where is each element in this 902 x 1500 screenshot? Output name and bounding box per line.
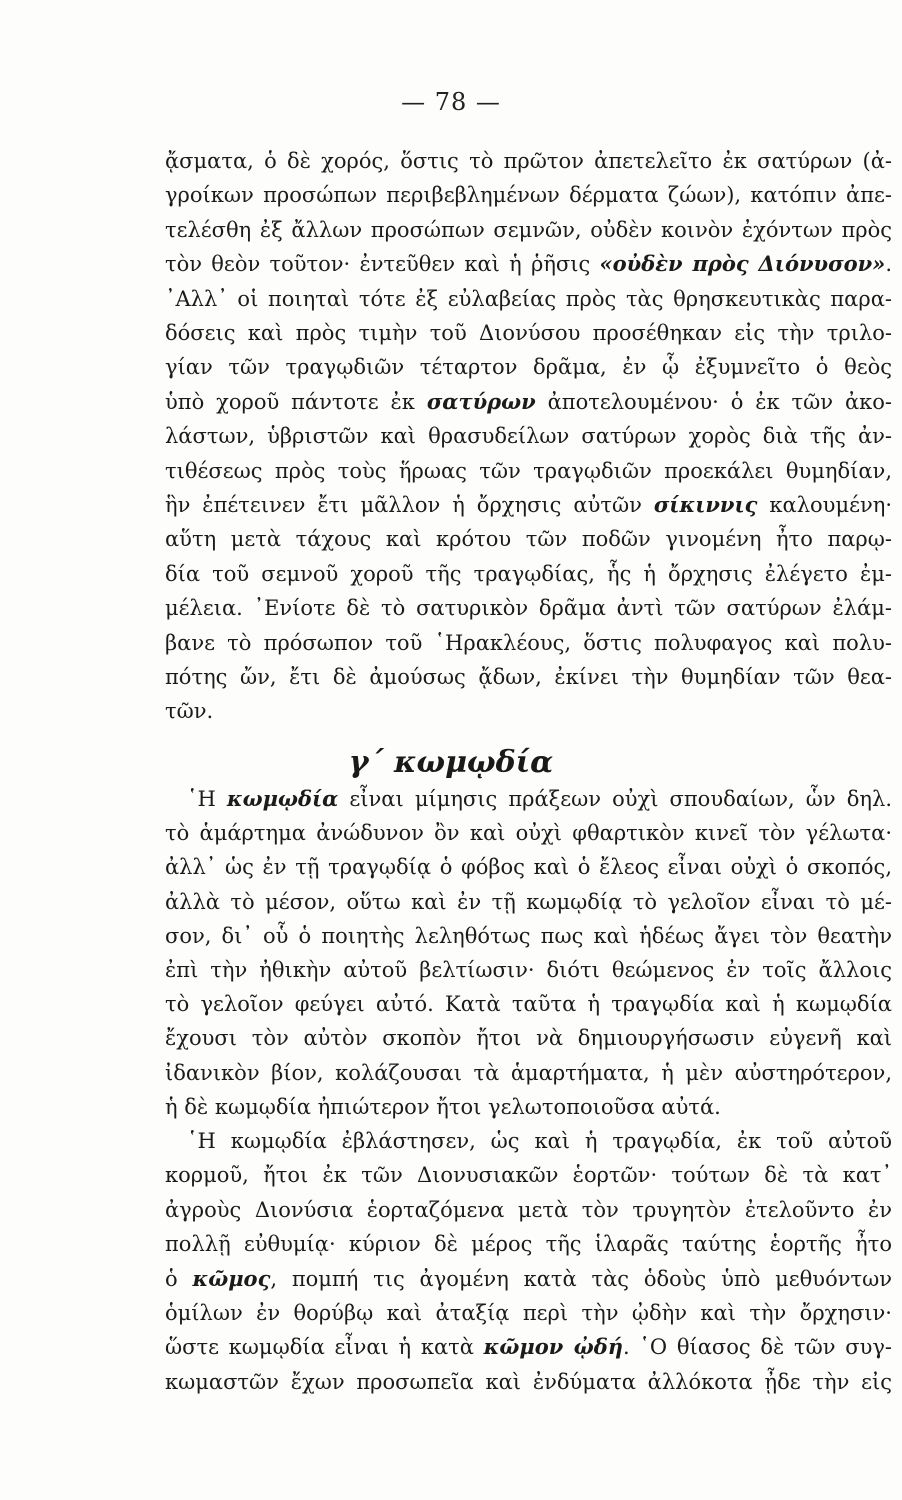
text-line xyxy=(165,661,892,693)
text-line xyxy=(187,783,892,815)
line-text: , πομπή τις ἀγομένη κατὰ τὰς ὁδοὺς ὑπὸ μεθυόντων xyxy=(270,1266,892,1291)
line-text: ἡ δὲ κωμῳδία ἠπιώτερον ἤτοι γελωτοποιοῦσα αὐτά. xyxy=(165,1094,721,1119)
text-line xyxy=(165,386,892,418)
text-line xyxy=(165,1091,892,1123)
line-text: πότης ὤν, ἔτι δὲ ἀμούσως ᾄδων, ἐκίνει τὴν θυμηδίαν τῶν θεα- xyxy=(165,665,892,689)
line-text: ἀλλ᾿ ὡς ἐν τῇ τραγῳδίᾳ ὁ φόβος καὶ ὁ ἔλεος εἶναι οὐχὶ ὁ σκοπός, xyxy=(165,855,892,880)
line-text: βανε τὸ πρόσωπον τοῦ ῾Ηρακλέους, ὅστις πολυφαγος καὶ πολυ- xyxy=(165,630,892,655)
text-line xyxy=(165,214,892,246)
text-line xyxy=(165,179,892,211)
text-line xyxy=(165,523,892,555)
line-text: σον, δι᾿ οὗ ὁ ποιητὴς λεληθότως πως καὶ ἡδέως ἄγει τὸν θεατὴν xyxy=(165,923,892,948)
line-text: τὸν θεὸν τοῦτον· ἐντεῦθεν καὶ ἡ ῥῆσις xyxy=(165,252,600,277)
text-line xyxy=(165,851,892,883)
line-text: γίαν τῶν τραγῳδιῶν τέταρτον δρᾶμα, ἐν ᾧ ἐξυμνεῖτο ὁ θεὸς xyxy=(165,355,892,380)
line-text: τὸ γελοῖον φεύγει αὐτό. Κατὰ ταῦτα ἡ τραγῳδία καὶ ἡ κωμῳδία xyxy=(165,992,892,1017)
text-line xyxy=(165,695,892,727)
emphasized-term: κῶμον ᾠδή xyxy=(483,1334,623,1360)
text-line xyxy=(165,1194,892,1226)
text-line xyxy=(165,988,892,1020)
emphasized-term: «οὐδὲν πρὸς Διόνυσον» xyxy=(599,251,886,277)
line-text: ὑπὸ χοροῦ πάντοτε ἐκ xyxy=(165,389,427,414)
text-line xyxy=(165,886,892,918)
line-text: . xyxy=(885,252,892,277)
line-text: ῾Η xyxy=(187,787,227,811)
line-text: αὕτη μετὰ τάχους καὶ κρότου τῶν ποδῶν γινομένη ἦτο παρῳ- xyxy=(165,527,892,552)
text-line xyxy=(165,817,892,849)
line-text: ἔχουσι τὸν αὐτὸν σκοπὸν ἤτοι νὰ δημιουργήσωσιν εὐγενῆ καὶ xyxy=(165,1026,892,1051)
line-text: εἶναι μίμησις πράξεων οὐχὶ σπουδαίων, ὧν δηλ. xyxy=(338,787,892,811)
line-text: ὁ xyxy=(165,1266,193,1291)
emphasized-term: σατύρων xyxy=(426,388,536,414)
line-text: γροίκων προσώπων περιβεβλημένων δέρματα ζώων), κατόπιν ἀπε- xyxy=(165,183,892,208)
line-text: ῾Η κωμῳδία ἐβλάστησεν, ὡς καὶ ἡ τραγῳδία, ἐκ τοῦ αὐτοῦ xyxy=(187,1129,892,1153)
line-text: ἐπὶ τὴν ἠθικὴν αὐτοῦ βελτίωσιν· διότι θεώμενος ἐν τοῖς ἄλλοις xyxy=(165,958,892,982)
line-text: τὸ ἁμάρτημα ἀνώδυνον ὂν καὶ οὐχὶ φθαρτικὸν κινεῖ τὸν γέλωτα· xyxy=(165,821,892,846)
line-text: δόσεις καὶ πρὸς τιμὴν τοῦ Διονύσου προσέθηκαν εἰς τὴν τριλο- xyxy=(165,321,892,345)
line-text: ᾿Αλλ᾿ οἱ ποιηταὶ τότε ἐξ εὐλαβείας πρὸς τὰς θρησκευτικὰς παρα- xyxy=(165,286,892,311)
text-line xyxy=(165,1297,892,1329)
line-text: ἰδανικὸν βίον, κολάζουσαι τὰ ἁμαρτήματα, ἡ μὲν αὐστηρότερον, xyxy=(165,1060,892,1085)
text-line xyxy=(165,627,892,659)
text-line xyxy=(165,1057,892,1089)
emphasized-term: κωμῳδία xyxy=(226,786,339,811)
text-line xyxy=(165,1366,892,1398)
text-line xyxy=(165,455,892,487)
line-text: καλουμένη· xyxy=(757,493,892,517)
page-number: — 78 — xyxy=(401,88,501,116)
text-line xyxy=(165,283,892,315)
text-line xyxy=(165,317,892,349)
text-line xyxy=(165,145,892,177)
line-text: τελέσθη ἐξ ἄλλων προσώπων σεμνῶν, οὐδὲν κοινὸν ἐχόντων πρὸς xyxy=(165,217,892,242)
text-line xyxy=(165,954,892,986)
line-text: λάστων, ὑβριστῶν καὶ θρασυδείλων σατύρων χορὸς διὰ τῆς ἀν- xyxy=(165,424,892,449)
section-heading: γ΄ κωμῳδία xyxy=(348,745,554,780)
text-line xyxy=(165,1022,892,1054)
line-text: μέλεια. ᾿Ενίοτε δὲ τὸ σατυρικὸν δρᾶμα ἀντὶ τῶν σατύρων ἐλάμ- xyxy=(165,596,892,621)
line-text: ἀποτελουμένου· ὁ ἐκ τῶν ἀκο- xyxy=(535,389,893,414)
line-text: ὁμίλων ἐν θορύβῳ καὶ ἀταξίᾳ περὶ τὴν ᾠδὴν καὶ τὴν ὄρχησιν· xyxy=(165,1301,892,1325)
line-text: ἀγροὺς Διονύσια ἑορταζόμενα μετὰ τὸν τρυγητὸν ἐτελοῦντο ἐν xyxy=(165,1197,892,1222)
line-text: τῶν. xyxy=(165,699,214,724)
line-text: δία τοῦ σεμνοῦ χοροῦ τῆς τραγῳδίας, ἧς ἡ ὄρχησις ἐλέγετο ἐμ- xyxy=(165,561,892,586)
text-line xyxy=(165,248,892,280)
line-text: κωμαστῶν ἔχων προσωπεῖα καὶ ἐνδύματα ἀλλόκοτα ᾖδε τὴν εἰς xyxy=(165,1369,892,1394)
text-line xyxy=(187,1125,892,1157)
text-line xyxy=(165,351,892,383)
line-text: τιθέσεως πρὸς τοὺς ἥρωας τῶν τραγῳδιῶν προεκάλει θυμηδίαν, xyxy=(165,458,892,483)
text-line xyxy=(165,1228,892,1260)
text-line xyxy=(165,558,892,590)
text-line xyxy=(165,489,892,521)
line-text: ὥστε κωμῳδία εἶναι ἡ κατὰ xyxy=(165,1335,484,1360)
text-line xyxy=(165,1159,892,1191)
text-line xyxy=(165,920,892,952)
line-text: κορμοῦ, ἤτοι ἐκ τῶν Διονυσιακῶν ἑορτῶν· τούτων δὲ τὰ κατ᾿ xyxy=(165,1163,892,1188)
text-line xyxy=(165,1263,892,1295)
line-text: ἣν ἐπέτεινεν ἔτι μᾶλλον ἡ ὄρχησις αὐτῶν xyxy=(165,493,654,517)
line-text: ἀλλὰ τὸ μέσον, οὕτω καὶ ἐν τῇ κωμῳδίᾳ τὸ γελοῖον εἶναι τὸ μέ- xyxy=(165,889,892,914)
emphasized-term: κῶμος xyxy=(192,1265,271,1291)
line-text: . ῾Ο θίασος δὲ τῶν συγ- xyxy=(623,1335,893,1360)
text-line xyxy=(165,1331,892,1363)
text-line xyxy=(165,420,892,452)
text-line xyxy=(165,592,892,624)
line-text: πολλῇ εὐθυμίᾳ· κύριον δὲ μέρος τῆς ἱλαρᾶς ταύτης ἑορτῆς ἦτο xyxy=(165,1232,892,1257)
emphasized-term: σίκιννις xyxy=(653,492,758,517)
line-text: ᾄσματα, ὁ δὲ χορός, ὅστις τὸ πρῶτον ἀπετελεῖτο ἐκ σατύρων (ἀ- xyxy=(165,149,892,173)
